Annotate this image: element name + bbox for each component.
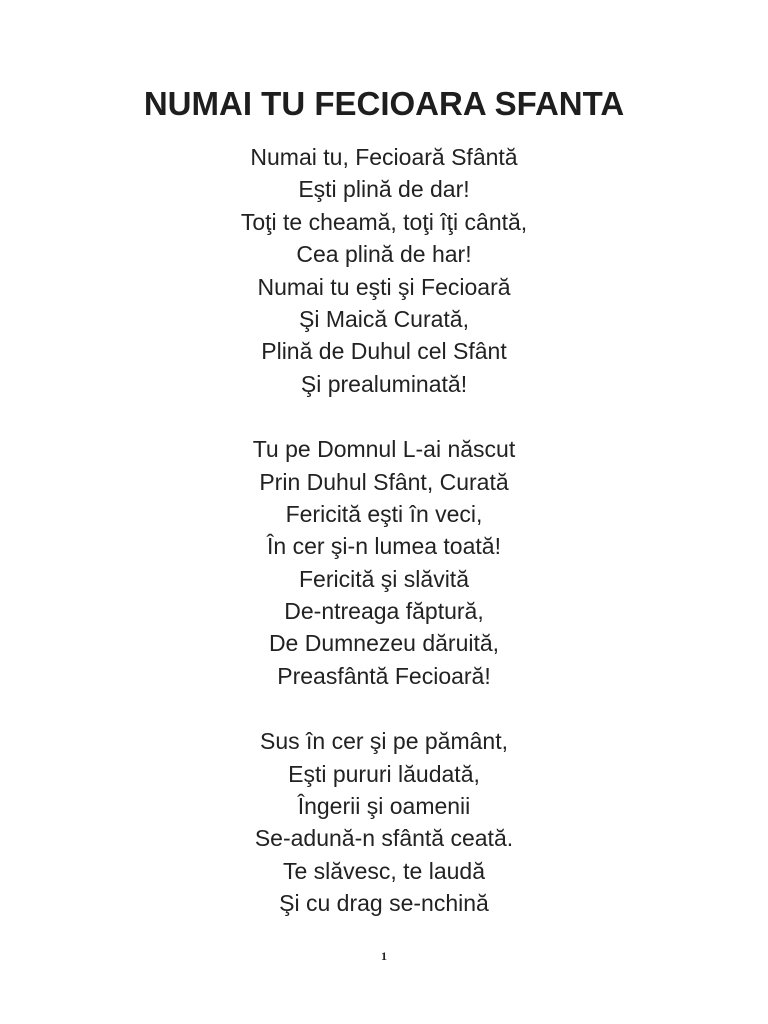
poem-line: Fericită şi slăvită (299, 565, 469, 592)
poem-line: Cea plină de har! (296, 241, 472, 268)
poem-line: Şi prealuminată! (300, 370, 468, 397)
stanza-2 (0, 433, 768, 692)
stanza-3 (0, 725, 768, 919)
stanza-1 (0, 141, 768, 400)
poem-line: Îngerii şi oamenii (297, 793, 471, 820)
poem-line: Preasfântă Fecioară! (277, 662, 491, 689)
poem-line: Eşti plină de dar! (298, 176, 470, 203)
poem-line: De-ntreaga făptură, (284, 598, 484, 625)
poem-line: Toţi te cheamă, toţi îţi cântă, (240, 208, 528, 235)
poem-line: Te slăvesc, te laudă (282, 857, 485, 884)
poem-line: Şi Maică Curată, (298, 305, 469, 332)
poem-line: De Dumnezeu dăruită, (268, 630, 500, 657)
poem-line: În cer şi-n lumea toată! (267, 533, 501, 560)
poem-line: Eşti pururi lăudată, (288, 760, 480, 787)
poem-line: Tu pe Domnul L-ai născut (252, 436, 516, 463)
page-number: 1 (381, 949, 387, 963)
poem-line: Plină de Duhul cel Sfânt (261, 338, 507, 365)
poem-line: Numai tu, Fecioară Sfântă (250, 144, 518, 170)
poem-line: Prin Duhul Sfânt, Curată (259, 468, 509, 495)
poem-line: Şi cu drag se-nchină (279, 890, 489, 917)
poem-line: Numai tu eşti şi Fecioară (257, 273, 511, 300)
poem-line: Fericită eşti în veci, (285, 500, 483, 527)
poem-title: NUMAI TU FECIOARA SFANTA (143, 85, 625, 122)
poem-line: Sus în cer şi pe pământ, (259, 728, 508, 755)
poem-body (0, 141, 768, 953)
poem-line: Se-adună-n sfântă ceată. (254, 825, 514, 852)
